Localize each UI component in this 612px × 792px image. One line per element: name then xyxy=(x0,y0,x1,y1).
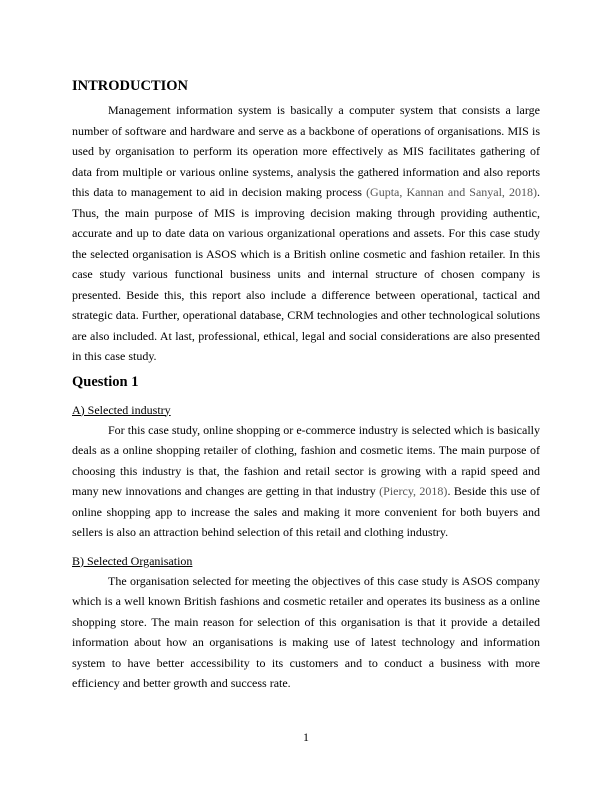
selected-organisation-subheading: B) Selected Organisation xyxy=(72,553,193,568)
selected-organisation-paragraph: The organisation selected for meeting the objectives of this case study is ASOS company which is a well known British fashions and cosmetic retailer and operates its business as a online shopping store. The main reason for selection of this organisation is that it provide a detailed information about how an organisations is making use of latest technology and information system to have better accessibility to its customers and to conduct a business with more efficiency and better growth and success rate. xyxy=(72,573,540,690)
introduction-heading: INTRODUCTION xyxy=(72,78,189,94)
introduction-paragraph xyxy=(72,100,540,367)
selected-industry-paragraph xyxy=(72,420,540,543)
intro-citation: (Gupta, Kannan and Sanyal, 2018) xyxy=(366,185,538,199)
industry-citation: (Piercy, 2018) xyxy=(379,484,448,498)
industry-text-part1: For this case study, online shopping or e-commerce industry is selected which is basically deals as a online shopping retailer of clothing, fashion and cosmetic items. The main purpose of choosing this industry is that, the fashion and retail sector is growing with a rapid speed and many new innovations and changes are getting in that industry xyxy=(72,422,540,498)
intro-text-part2: . Thus, the main purpose of MIS is improving decision making through providing authentic, accurate and up to date data on various organizational operations and assets. For this case study the selected organisation is ASOS which is a British online cosmetic and fashion retailer. In this case study various functional business units and internal structure of chosen company is presented. Beside this, this report also include a difference between operational, tactical and strategic data. Further, operational database, CRM technologies and other technological solutions are also included. At last, professional, ethical, legal and social considerations are also presented in this case study. xyxy=(72,185,541,363)
page-number: 1 xyxy=(303,730,309,744)
question-1-heading: Question 1 xyxy=(72,373,139,390)
page-content xyxy=(72,76,540,694)
selected-industry-subheading: A) Selected industry xyxy=(72,402,171,417)
industry-text-part2: . Beside this use of online shopping app to increase the sales and making it more convenient for both buyers and sellers is also an attraction behind selection of this retail and clothing industry. xyxy=(72,484,540,539)
intro-text-part1: Management information system is basically a computer system that consists a large number of software and hardware and serve as a backbone of operations of organisations. MIS is used by organisation to perform its operation more effectively as MIS facilitates gathering of data from multiple or various online systems, analysis the gathered information and also reports this data to management to aid in decision making process xyxy=(72,103,540,199)
